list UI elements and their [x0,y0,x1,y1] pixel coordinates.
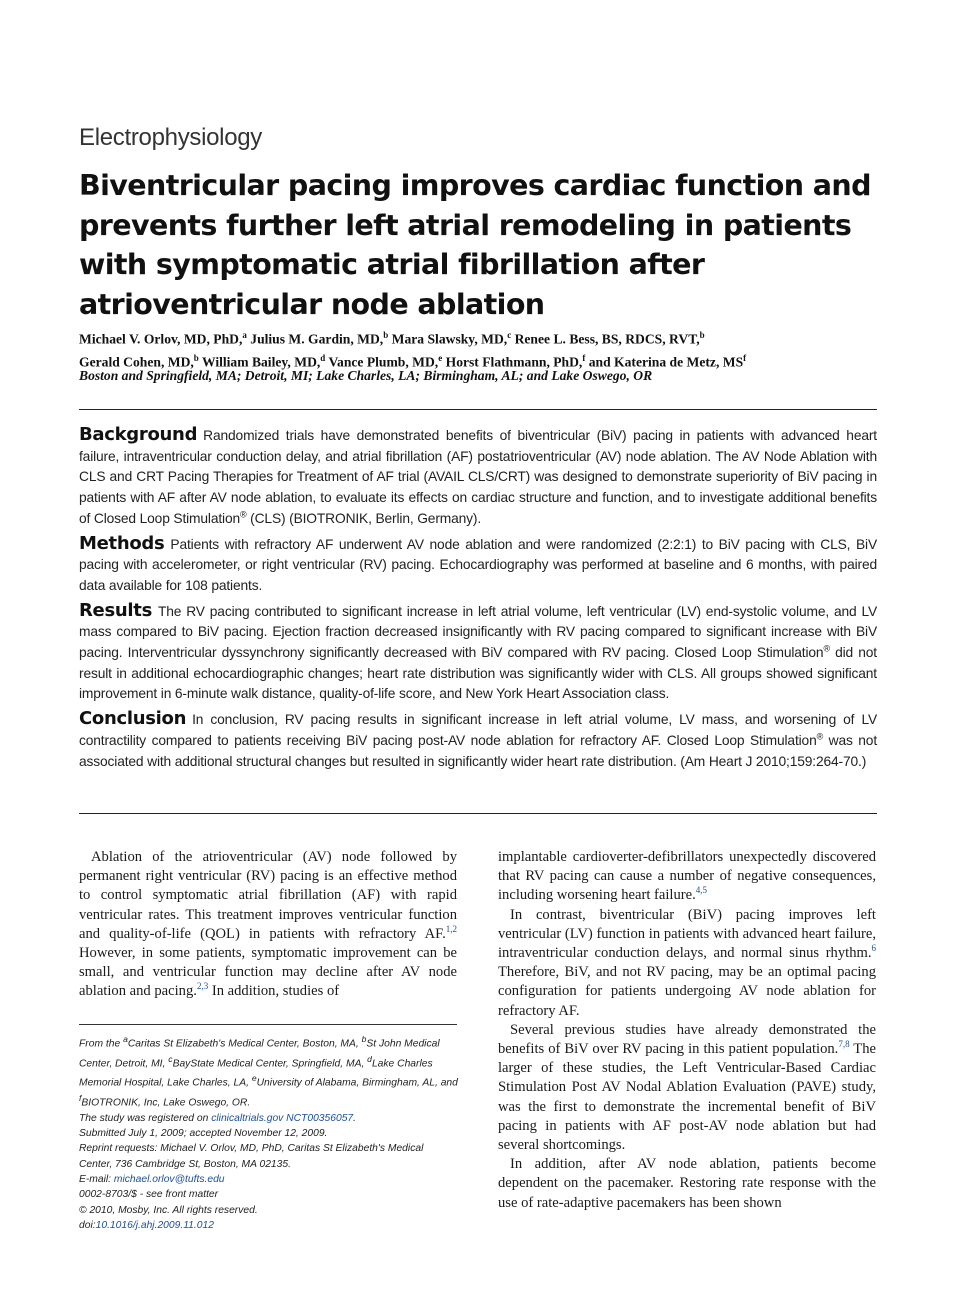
footnote-registration: The study was registered on clinicaltrials.gov NCT00356057. [79,1112,357,1124]
author: William Bailey, MD, [198,354,321,370]
author-affil-marker: d [320,352,326,363]
body-text: In contrast, biventricular (BiV) pacing improves left ventricular (LV) function in patients with advanced heart failure, intraventricular conduction delays, and normal sinus rhythm. [498,906,876,962]
footnote-rule [79,1024,457,1025]
citation-ref[interactable]: 2,3 [196,981,209,992]
abstract-conclusion [79,709,877,772]
author-affiliations: Boston and Springfield, MA; Detroit, MI; Lake Charles, LA; Birmingham, AL; and Lake Oswego, OR [79,368,653,383]
citation-ref[interactable]: 7,8 [838,1039,850,1050]
body-column-right [498,848,876,1213]
abstract-heading: Results [79,599,152,621]
footnotes [79,1032,459,1233]
body-text: implantable cardioverter-defibrillators unexpectedly discovered that RV pacing can cause a number of negative consequences, including worsening heart failure. [498,849,876,904]
body-text: In addition, studies of [208,983,340,1000]
body-paragraph [79,848,457,1002]
abstract-results [79,601,877,706]
author-affil-marker: f [582,352,586,363]
body-text: Ablation of the atrioventricular (AV) node followed by permanent right ventricular (RV) pacing is an effective method to control symptomatic atrial fibrillation (AF) with rapid ventricular rates. This treatment improves ventricular function and quality-of-life (QOL) in patients with refractory AF. [79,849,457,942]
footnote-affiliations: From the $^a$Caritas St Elizabeth's Medical Center, Boston, MA, $^b$St John Medical Center, Detroit, MI, $^c$BayState Medical Center, Springfield, MA, $^d$Lake Charles Memorial Hospital, Lake Charles, LA, $^e$University of Alabama, Birmingham, AL, and $^f$BIOTRONIK, Inc, Lake Oswego, OR. [79,1034,458,1109]
registered-mark: ® [240,509,247,520]
abstract-text: was not associated with additional structural changes but resulted in significantly wider heart rate distribution. (Am Heart J 2010;159:264-70.) [79,732,878,769]
body-paragraph [498,848,876,906]
abstract-methods [79,534,877,597]
abstract-heading: Methods [79,532,165,554]
abstract-text: (CLS) (BIOTRONIK, Berlin, Germany). [246,510,482,526]
citation-ref[interactable]: 6 [871,943,876,954]
body-paragraph [498,1021,876,1155]
article-title: Biventricular pacing improves cardiac function and prevents further left atrial remodeling in patients with symptomatic atrial fibrillation after atrioventricular node ablation [79,169,871,321]
author: Julius M. Gardin, MD, [246,331,384,347]
author: Gerald Cohen, MD, [79,354,194,370]
author: Michael V. Orlov, MD, PhD, [79,331,243,347]
author-affil-marker: b [383,330,389,340]
abstract-top-rule [79,409,877,410]
abstract-text: did not result in additional echocardiographic changes; heart rate distribution was significantly wider with CLS. All groups showed significant improvement in 6-minute walk distance, quality-of-life score, and New York Heart Association class. [79,645,877,702]
doi-link[interactable]: 10.1016/j.ahj.2009.11.012 [95,1219,214,1231]
body-text: However, in some patients, symptomatic improvement can be small, and ventricular function may decline after AV node ablation and pacing. [79,945,457,1000]
author-affil-marker: b [193,352,199,363]
section-label: Electrophysiology [79,124,262,151]
body-paragraph: In addition, after AV node ablation, patients become dependent on the pacemaker. Restoring rate response with the use of rate-adaptive pacemakers has been shown [498,1156,876,1211]
author: Vance Plumb, MD, [325,354,439,370]
citation-ref[interactable]: 4,5 [695,885,708,896]
footnote-submitted: Submitted July 1, 2009; accepted November 12, 2009. [79,1128,328,1140]
abstract [79,425,877,776]
abstract-text: The RV pacing contributed to significant increase in left atrial volume, left ventricular (LV) end-systolic volume, and LV mass compared to BiV pacing. Ejection fraction decreased insignificantly with RV pacing compared to significant increase with BiV pacing. Interventricular dyssynchrony significantly decreased with BiV compared with RV pacing. Closed Loop Stimulation [79,603,877,661]
author-affil-marker: a [242,330,247,340]
author-affil-marker: b [699,330,705,340]
author: Mara Slawsky, MD, [388,331,508,347]
author: Horst Flathmann, PhD, [442,354,583,370]
abstract-heading: Background [79,424,198,445]
registered-mark: ® [816,731,824,742]
abstract-background [79,425,877,530]
email-link[interactable]: michael.orlov@tufts.edu [113,1174,225,1186]
abstract-heading: Conclusion [79,708,187,730]
footnote-reprint: Reprint requests: Michael V. Orlov, MD, PhD, Caritas St Elizabeth's Medical Center, 736 Cambridge St, Boston, MA 02135. [79,1143,424,1170]
abstract-text: In conclusion, RV pacing results in significant increase in left atrial volume, LV mass, and worsening of LV contractility compared to patients receiving BiV pacing post-AV node ablation for refractory AF. Closed Loop Stimulation [79,712,877,748]
body-text: Therefore, BiV, and not RV pacing, may be an optimal pacing configuration for patients undergoing AV node ablation for refractory AF. [498,964,876,1019]
abstract-text: Patients with refractory AF underwent AV node ablation and were randomized (2:2:1) to BiV pacing with CLS, BiV pacing with accelerometer, or right ventricular (RV) pacing. Echocardiography was performed at baseline and 6 months, with paired data available for 108 patients. [79,536,877,593]
author-list [79,326,899,371]
abstract-text: Randomized trials have demonstrated benefits of biventricular (BiV) pacing in patients with advanced heart failure, intraventricular conduction delay, and atrial fibrillation (AF) postatrioventricular (AV) node ablation. The AV Node Ablation with CLS and CRT Pacing Therapies for Treatment of AF trial (AVAIL CLS/CRT) was designed to demonstrate superiority of BiV pacing in patients with AF after AV node ablation, to evaluate its effects on cardiac structure and function, and to investigate additional benefits of Closed Loop Stimulation [79,428,877,526]
body-column-left [79,848,457,1002]
citation-ref[interactable]: 1,2 [445,923,457,934]
footnote-issn: 0002-8703/$ - see front matter [79,1189,219,1201]
author-affil-marker: e [438,352,443,363]
author-affil-marker: c [507,330,512,340]
registered-mark: ® [823,643,830,654]
body-text: The larger of these studies, the Left Ventricular-Based Cardiac Stimulation Post AV Nodal Ablation Evaluation (PAVE) study, was the first to demonstrate the incremental benefit of BiV pacing in patients with AF post-AV node ablation but had several shortcomings. [498,1041,876,1154]
body-paragraph [498,906,876,1021]
body-text: Several previous studies have already demonstrated the benefits of BiV over RV pacing in this patient population. [498,1021,876,1058]
abstract-bottom-rule [79,813,877,814]
footnote-email: E-mail: michael.orlov@tufts.edu [79,1174,225,1186]
author: and Katerina de Metz, MS [585,354,744,370]
author-affil-marker: f [743,352,747,363]
footnote-copyright: © 2010, Mosby, Inc. All rights reserved. [79,1204,258,1216]
trial-registry-link[interactable]: clinicaltrials.gov NCT00356057 [211,1112,354,1124]
author: Renee L. Bess, BS, RDCS, RVT, [511,331,700,347]
footnote-doi: doi:10.1016/j.ahj.2009.11.012 [79,1219,214,1231]
